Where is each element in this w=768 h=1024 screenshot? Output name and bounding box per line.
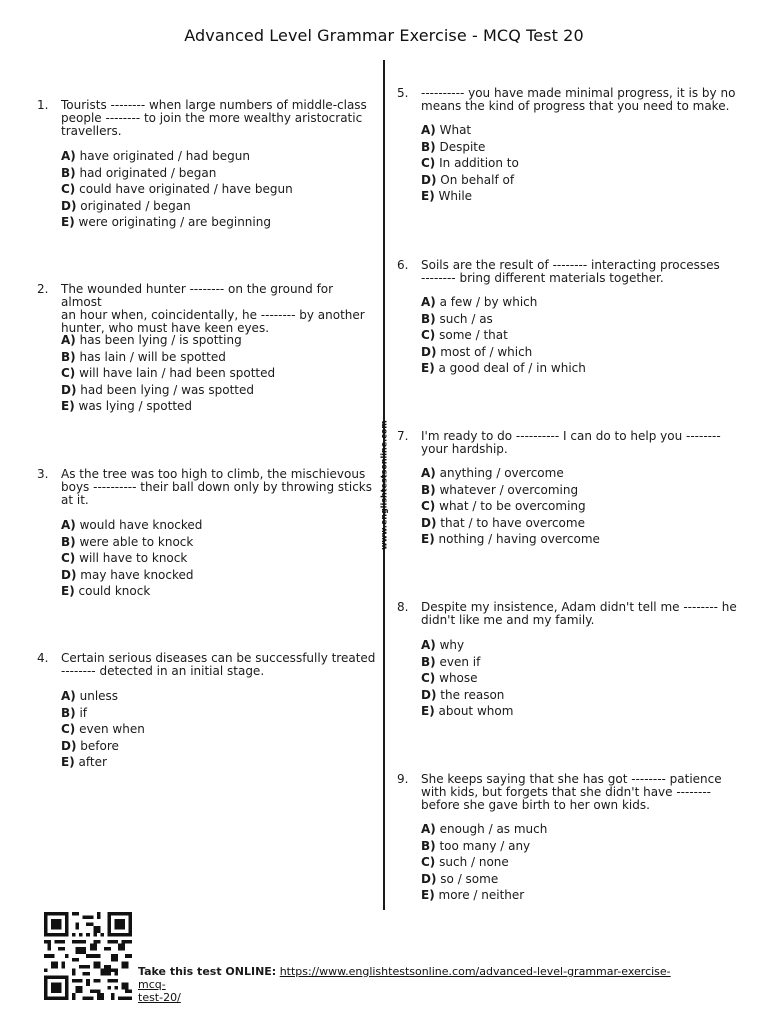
question-number: 4. [37, 651, 49, 665]
option-list [421, 122, 519, 205]
option-list [421, 294, 586, 377]
option-d[interactable]: D) the reason [421, 687, 505, 702]
question-line: ---------- you have made minimal progress, it is by no [421, 86, 736, 100]
option-c[interactable]: C) could have originated / have begun [61, 182, 293, 196]
option-b[interactable]: B) has lain / will be spotted [61, 349, 226, 364]
option-b[interactable]: B) were able to knock [61, 534, 194, 549]
option-c[interactable]: C) such / none [421, 855, 509, 869]
option-c[interactable]: C) In addition to [421, 156, 519, 170]
option-d[interactable]: D) had been lying / was spotted [61, 382, 254, 397]
question-text [61, 652, 375, 678]
question-text [421, 87, 735, 113]
qr-code-icon[interactable] [44, 912, 132, 1000]
question-line: Soils are the result of -------- interacting processes [421, 258, 720, 272]
question-line: -------- detected in an initial stage. [61, 664, 265, 678]
option-c[interactable]: C) whose [421, 671, 478, 685]
test-url-link[interactable]: https://www.englishtestsonline.com/advanced-level-grammar-exercise-mcq- test-20/ [138, 965, 671, 1004]
option-e[interactable]: E) a good deal of / in which [421, 361, 586, 375]
option-a[interactable]: A) why [421, 638, 465, 652]
option-b[interactable]: B) if [61, 705, 88, 720]
option-list [421, 465, 600, 548]
option-a[interactable]: A) has been lying / is spotting [61, 333, 242, 347]
question-text [421, 601, 737, 627]
option-d[interactable]: D) most of / which [421, 344, 533, 359]
question-line: Tourists -------- when large numbers of middle-class [61, 98, 367, 112]
question-line: with kids, but forgets that she didn't have -------- [421, 785, 711, 799]
question-number: 1. [37, 98, 49, 112]
option-c[interactable]: C) even when [61, 722, 145, 736]
question-text [61, 283, 377, 335]
option-b[interactable]: B) whatever / overcoming [421, 482, 579, 497]
footer-label: Take this test ONLINE: [138, 965, 277, 978]
option-c[interactable]: C) will have lain / had been spotted [61, 366, 276, 380]
option-b[interactable]: B) such / as [421, 311, 493, 326]
question-line: As the tree was too high to climb, the mischievous [61, 467, 366, 481]
question-line: boys ---------- their ball down only by throwing sticks [61, 480, 372, 494]
question-line: didn't like me and my family. [421, 613, 595, 627]
option-e[interactable]: E) While [421, 189, 473, 203]
option-b[interactable]: B) too many / any [421, 838, 531, 853]
question-line: your hardship. [421, 442, 508, 456]
option-a[interactable]: A) enough / as much [421, 822, 548, 836]
option-e[interactable]: E) about whom [421, 704, 514, 718]
option-d[interactable]: D) originated / began [61, 198, 191, 213]
question-line: means the kind of progress that you need to make. [421, 99, 730, 113]
question-text [61, 99, 367, 138]
question-line: Despite my insistence, Adam didn't tell me -------- he [421, 600, 737, 614]
question-line: people -------- to join the more wealthy aristocratic [61, 111, 363, 125]
option-a[interactable]: A) anything / overcome [421, 466, 564, 480]
option-list [61, 148, 293, 231]
option-e[interactable]: E) more / neither [421, 888, 525, 902]
question-line: travellers. [61, 124, 122, 138]
option-list [421, 637, 513, 720]
question-number: 2. [37, 282, 49, 296]
question-text [421, 773, 722, 812]
question-number: 7. [397, 429, 409, 443]
question-line: -------- bring different materials together. [421, 271, 664, 285]
question-number: 8. [397, 600, 409, 614]
question-number: 3. [37, 467, 49, 481]
option-e[interactable]: E) could knock [61, 584, 151, 598]
footer-online-link [138, 965, 698, 1004]
side-url-watermark [378, 420, 390, 550]
option-list [61, 517, 202, 600]
question-number: 5. [397, 86, 409, 100]
side-url-text: www.englishtestsonline.com [379, 420, 389, 550]
page-title: Advanced Level Grammar Exercise - MCQ Test 20 [184, 26, 584, 45]
question-line: The wounded hunter -------- on the ground for almost [61, 282, 334, 309]
question-line: She keeps saying that she has got -------- patience [421, 772, 722, 786]
option-e[interactable]: E) nothing / having overcome [421, 532, 600, 546]
option-a[interactable]: A) What [421, 123, 472, 137]
option-d[interactable]: D) so / some [421, 871, 499, 886]
option-a[interactable]: A) a few / by which [421, 295, 538, 309]
question-line: Certain serious diseases can be successfully treated [61, 651, 376, 665]
option-b[interactable]: B) had originated / began [61, 165, 217, 180]
option-a[interactable]: A) have originated / had begun [61, 149, 250, 163]
question-line: I'm ready to do ---------- I can do to help you -------- [421, 429, 721, 443]
question-text [61, 468, 372, 507]
option-e[interactable]: E) was lying / spotted [61, 399, 193, 413]
option-a[interactable]: A) would have knocked [61, 518, 203, 532]
option-e[interactable]: E) were originating / are beginning [61, 215, 271, 229]
question-line: hunter, who must have keen eyes. [61, 321, 270, 335]
option-b[interactable]: B) Despite [421, 139, 486, 154]
option-b[interactable]: B) even if [421, 654, 481, 669]
option-d[interactable]: D) before [61, 738, 119, 753]
option-d[interactable]: D) may have knocked [61, 567, 194, 582]
option-a[interactable]: A) unless [61, 689, 119, 703]
question-number: 6. [397, 258, 409, 272]
option-c[interactable]: C) will have to knock [61, 551, 188, 565]
option-list [421, 821, 547, 904]
option-c[interactable]: C) what / to be overcoming [421, 499, 586, 513]
option-d[interactable]: D) that / to have overcome [421, 515, 585, 530]
option-list [61, 688, 145, 771]
option-list [61, 332, 275, 415]
question-number: 9. [397, 772, 409, 786]
question-line: an hour when, coincidentally, he -------- by another [61, 308, 365, 322]
question-line: at it. [61, 493, 89, 507]
option-e[interactable]: E) after [61, 755, 107, 769]
question-text [421, 259, 720, 285]
question-line: before she gave birth to her own kids. [421, 798, 650, 812]
option-c[interactable]: C) some / that [421, 328, 508, 342]
option-d[interactable]: D) On behalf of [421, 172, 515, 187]
question-text [421, 430, 721, 456]
